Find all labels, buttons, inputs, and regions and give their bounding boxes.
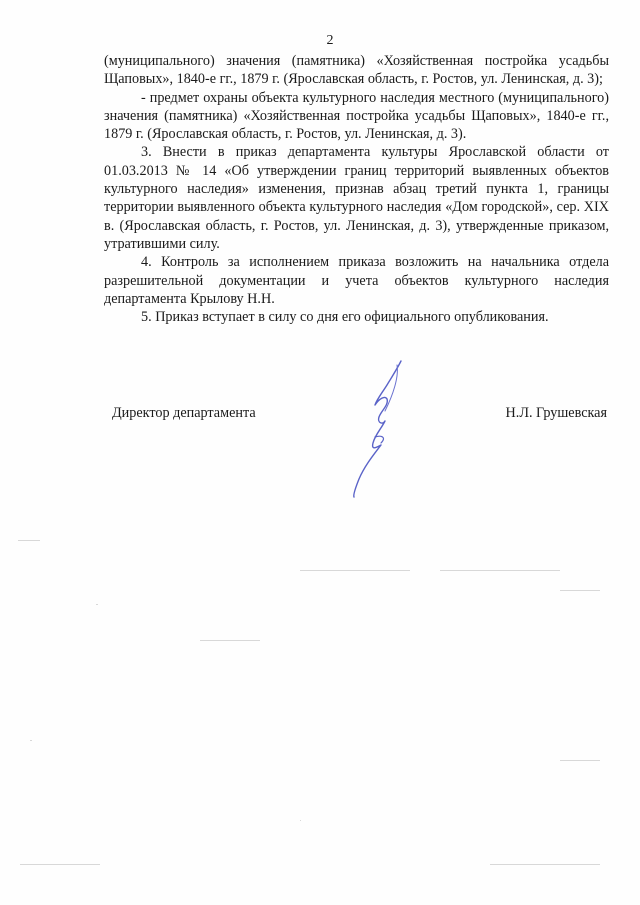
signature-block [112,405,607,425]
paragraph-item-5: 5. Приказ вступает в силу со дня его официального опубликования. [141,309,549,326]
paragraph-protection-subject: - предмет охраны объекта культурного наследия местного (муниципального) значения (памятника) «Хозяйственная постройка усадьбы Щаповых», 1840-е гг., 1879 г. (Ярославская область, г. Ростов, ул. Ленинская, д. 3). [104,89,609,143]
signatory-name: Н.Л. Грушевская [505,405,607,421]
paragraph-continuation: (муниципального) значения (памятника) «Хозяйственная постройка усадьбы Щаповых», 1840-е гг., 1879 г. (Ярославская область, г. Ростов, ул. Ленинская, д. 3); [104,53,609,88]
paragraph-item-4: 4. Контроль за исполнением приказа возложить на начальника отдела разрешительной документации и учета объектов культурного наследия департамента Крылову Н.Н. [104,254,609,307]
page-number: 2 [326,33,334,48]
handwritten-signature [335,355,415,500]
document-body [104,52,609,326]
paragraph-item-3: 3. Внести в приказ департамента культуры Ярославской области от 01.03.2013 № 14 «Об утверждении границ территорий выявленных объектов культурного наследия» изменения, признав абзац третий пункта 1, границы территории выявленного объекта культурного наследия «Дом городской», сер. XIX в. (Ярославская область, г. Ростов, ул. Ленинская, д. 3), утвержденные приказом, утратившими силу. [104,144,609,252]
signatory-title: Директор департамента [112,405,256,421]
